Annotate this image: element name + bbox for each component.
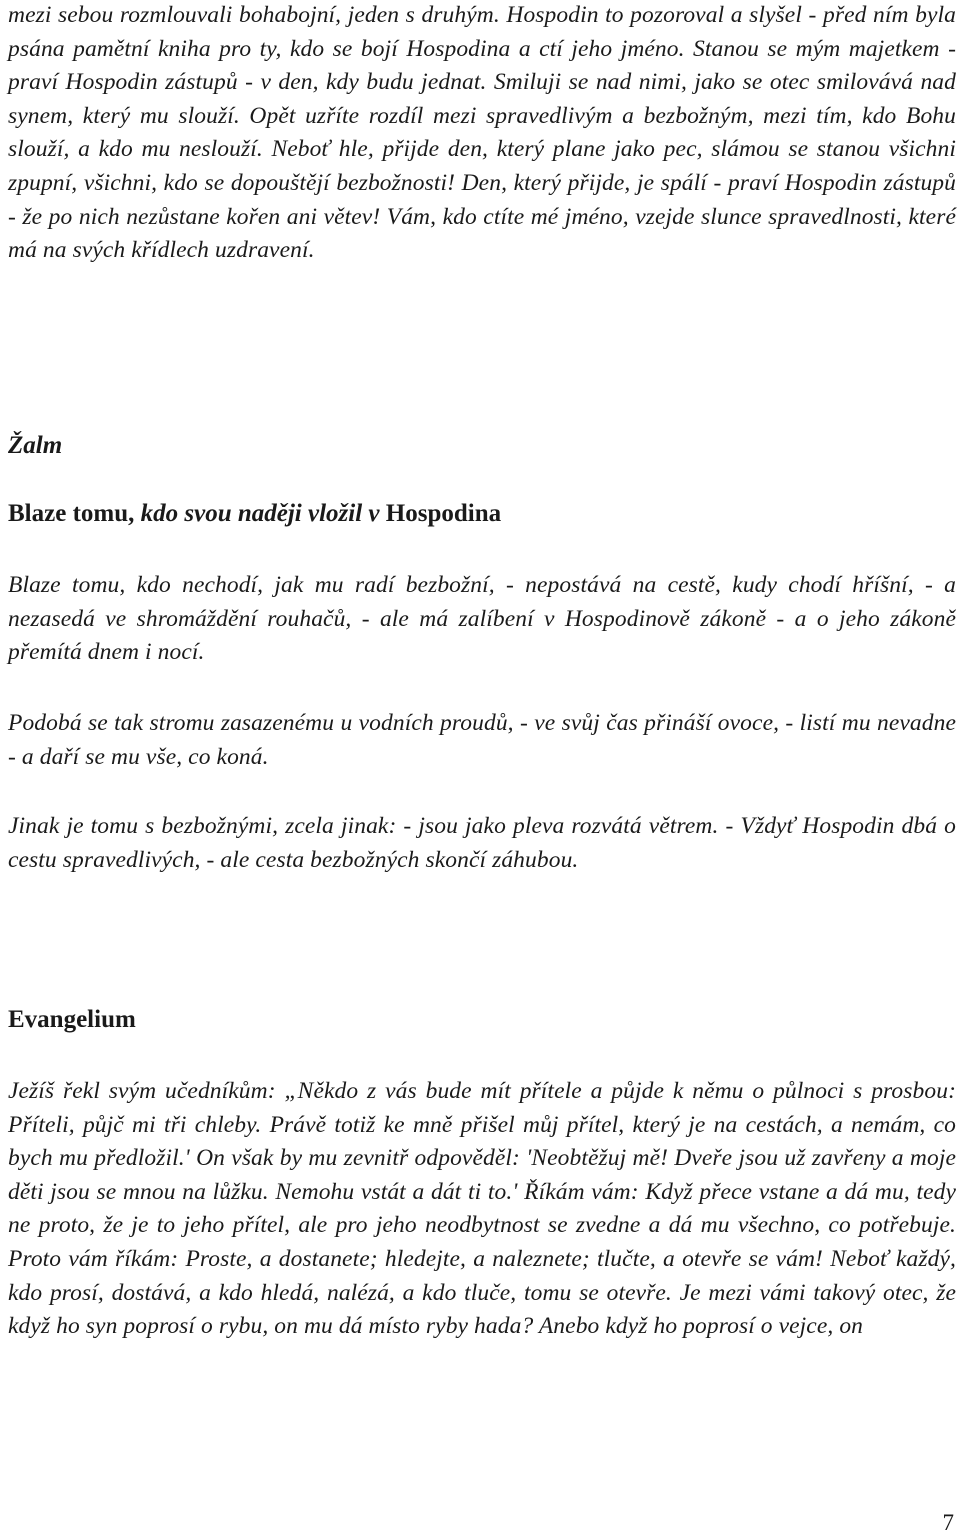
gospel-heading: Evangelium [8,1006,136,1033]
psalm-heading: Žalm [8,432,63,459]
page-number: 7 [942,1510,954,1535]
gospel-paragraph: Ježíš řekl svým učedníkům: „Někdo z vás bude mít přítele a půjde k němu o půlnoci s prosbou: Příteli, půjč mi tři chleby. Právě totiž ke mně přišel můj přítel, který je na cestách, a nemám, co bych mu předložil.' On však by mu zevnitř odpověděl: 'Neobtěžuj mě! Dveře jsou už zavřeny a moje děti jsou se mnou na lůžku. Nemohu vstát a dát ti to.' Říkám vám: Když přece vstane a dá mu, tedy ne proto, že je to jeho přítel, ale pro jeho neodbytnost se zvedne a dá mu všechno, co potřebuje. Proto vám říkám: Proste, a dostanete; hledejte, a naleznete; tlučte, a otevře se vám! Neboť každý, kdo prosí, dostává, a kdo hledá, nalézá, a kdo tluče, tomu se otevře. Je mezi vámi takový otec, že když ho syn poprosí o rybu, on mu dá místo ryby hada? Anebo když ho poprosí o vejce, on [8,1078,956,1340]
psalm-subtitle-part3: Hospodina [385,500,502,527]
reading-paragraph: mezi sebou rozmlouvali bohabojní, jeden s druhým. Hospodin to pozoroval a slyšel - před ním byla psána pamětní kniha pro ty, kdo se bojí Hospodina a ctí jeho jméno. Stanou se mým majetkem - praví Hospodin zástupů - v den, kdy budu jednat. Smiluji se nad nimi, jako se otec smilovává nad synem, který mu slouží. Opět uzříte rozdíl mezi spravedlivým a bezbožným, mezi tím, kdo Bohu slouží, a kdo mu neslouží. Neboť hle, přijde den, který plane jako pec, slámou se stanou všichni zpupní, všichni, kdo se dopouštějí bezbožnosti! Den, který přijde, je spálí - praví Hospodin zástupů - že po nich nezůstane kořen ani větev! Vám, kdo ctíte mé jméno, vzejde slunce spravedlnosti, které má na svých křídlech uzdravení. [8,2,956,264]
psalm-paragraph-2: Podobá se tak stromu zasazenému u vodních proudů, - ve svůj čas přináší ovoce, - listí mu nevadne - a daří se mu vše, co koná. [8,710,956,770]
psalm-subtitle-part1: Blaze tomu, [8,500,141,527]
psalm-subtitle [8,500,501,528]
psalm-subtitle-part2: kdo svou naději vložil v [140,500,386,527]
psalm-paragraph-1: Blaze tomu, kdo nechodí, jak mu radí bezbožní, - nepostává na cestě, kudy chodí hříšní, - a nezasedá ve shromáždění rouhačů, - ale má zalíbení v Hospodinově zákoně - a o jeho zákoně přemítá dnem i nocí. [8,572,956,666]
psalm-paragraph-3: Jinak je tomu s bezbožnými, zcela jinak: - jsou jako pleva rozvátá větrem. - Vždyť Hospodin dbá o cestu spravedlivých, - ale cesta bezbožných skončí záhubou. [8,813,956,873]
